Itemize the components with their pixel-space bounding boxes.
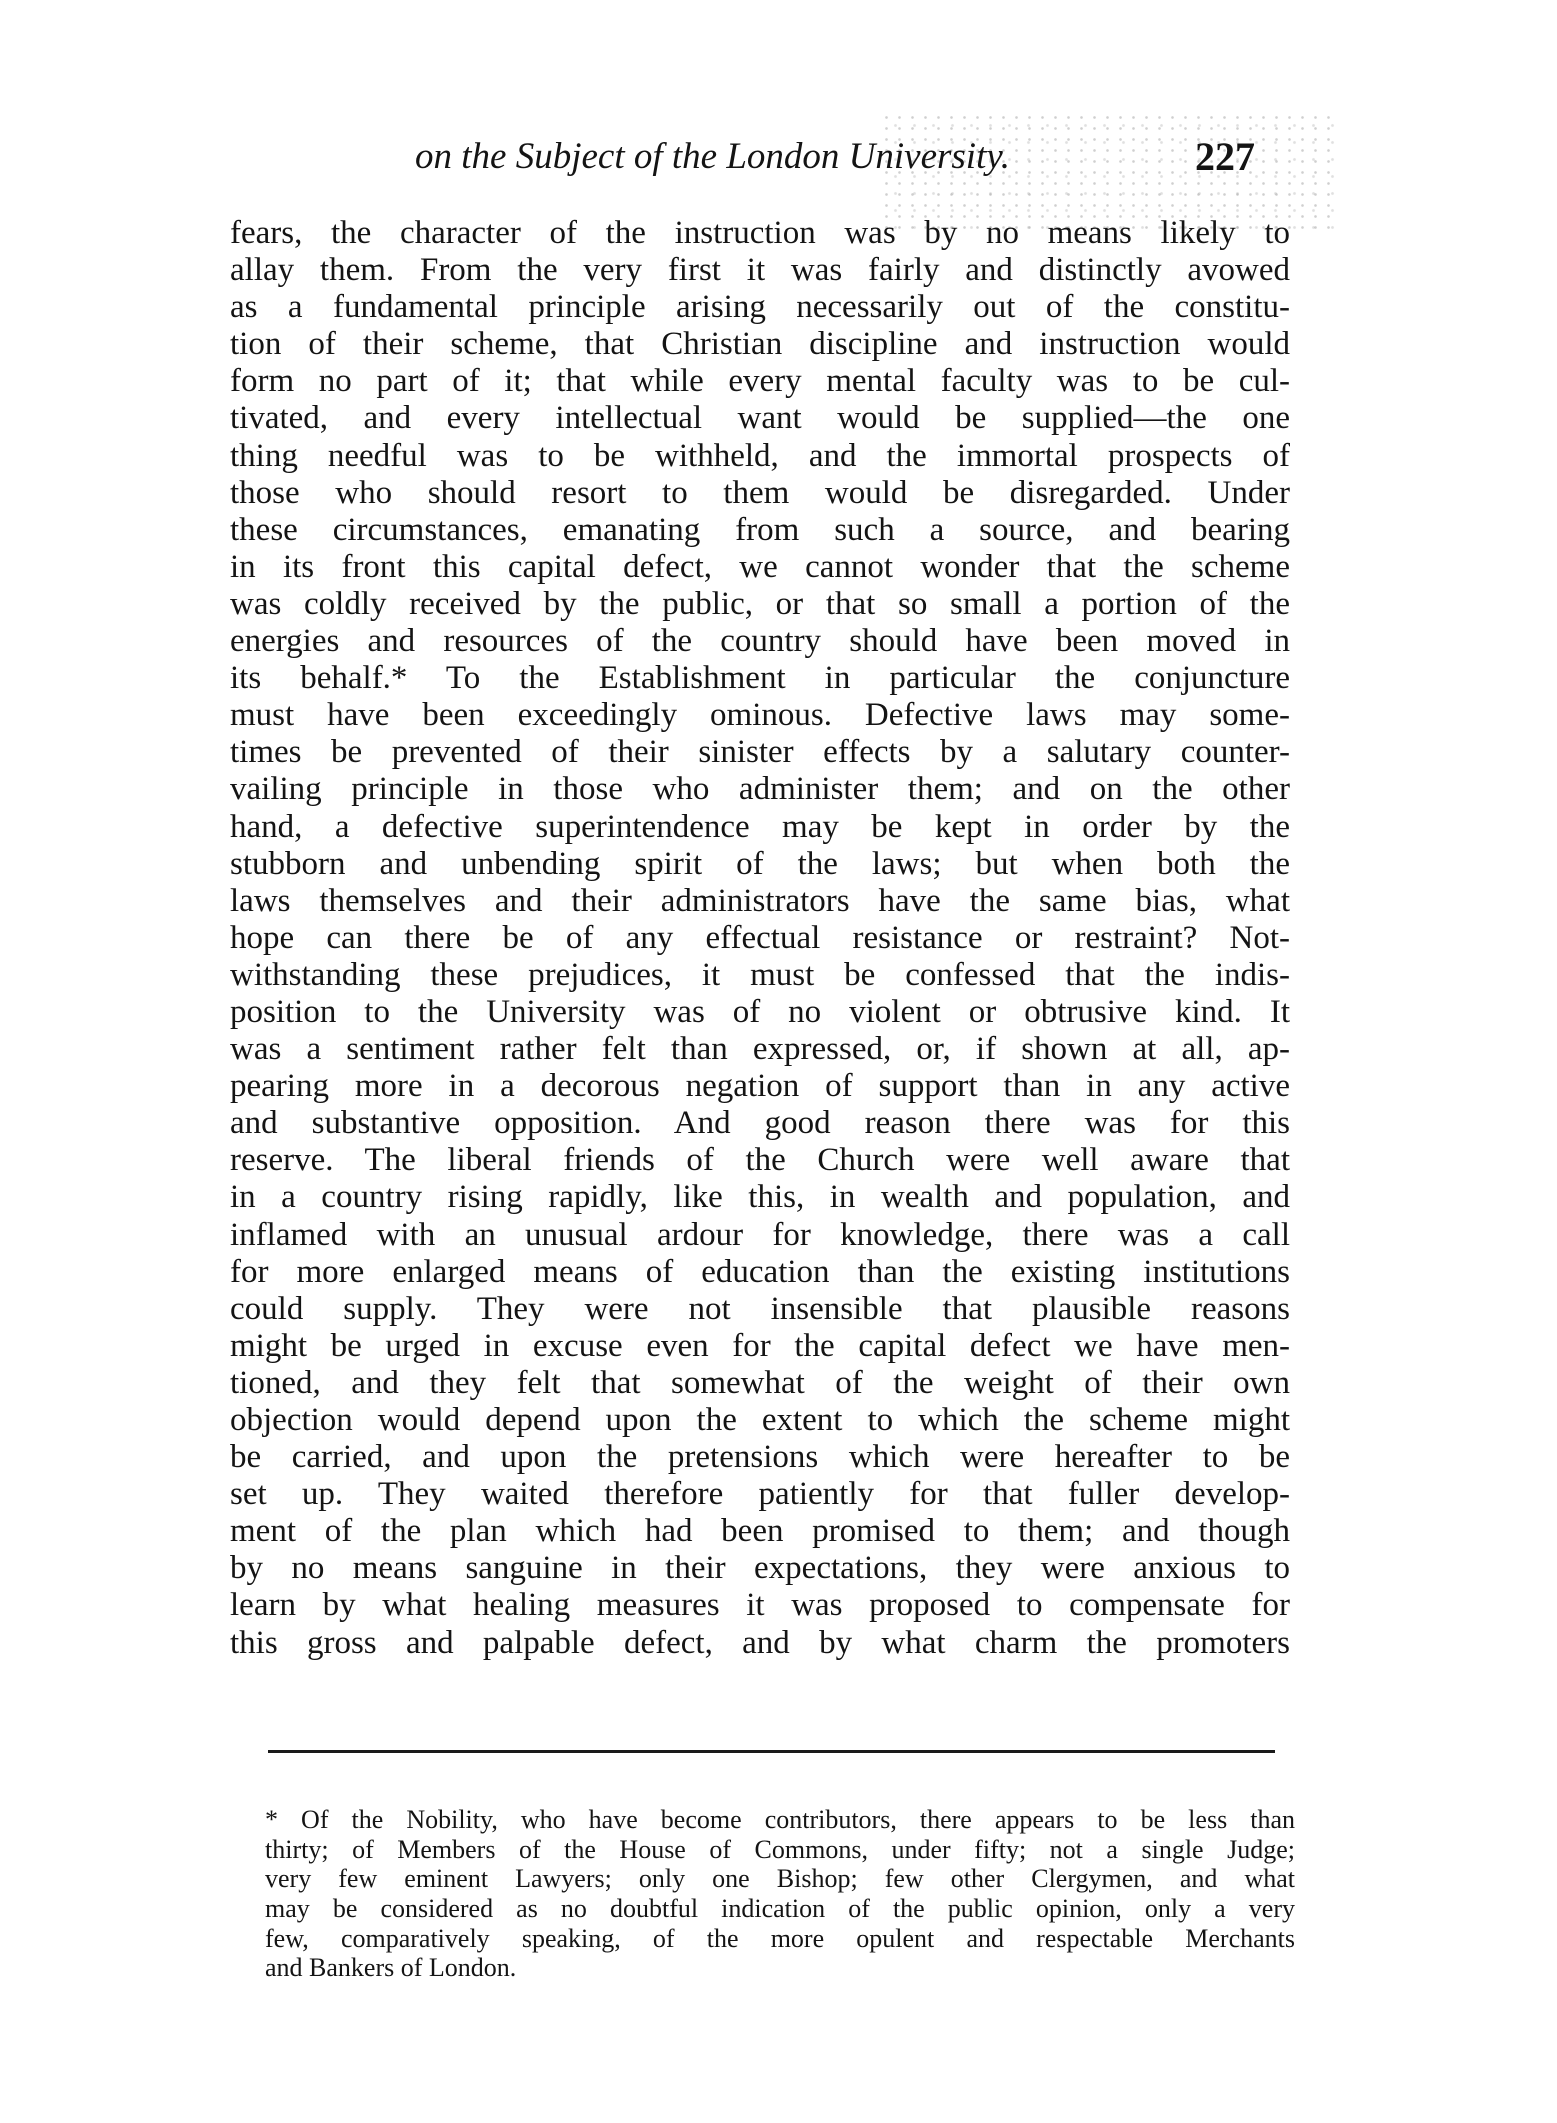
text-line: in a country rising rapidly, like this, in wealth and population, and [230,1179,1290,1216]
text-line: tion of their scheme, that Christian discipline and instruction would [230,326,1290,363]
text-line: allay them. From the very first it was fairly and distinctly avowed [230,252,1290,289]
text-line: by no means sanguine in their expectations, they were anxious to [230,1550,1290,1587]
body-text [230,215,1290,1662]
text-line: was a sentiment rather felt than expressed, or, if shown at all, ap- [230,1031,1290,1068]
page-number: 227 [1195,134,1255,179]
text-line: set up. They waited therefore patiently for that fuller develop- [230,1476,1290,1513]
text-line: position to the University was of no violent or obtrusive kind. It [230,993,1290,1030]
text-line: could supply. They were not insensible that plausible reasons [230,1290,1290,1327]
text-line: its behalf.* To the Establishment in particular the conjuncture [230,660,1290,697]
footnote-divider [268,1750,1275,1753]
text-line: hand, a defective superintendence may be kept in order by the [230,808,1290,845]
text-line: reserve. The liberal friends of the Church were well aware that [230,1142,1290,1179]
running-head-title: on the Subject of the London University. [415,136,1010,177]
text-line: energies and resources of the country should have been moved in [230,623,1290,660]
text-line: those who should resort to them would be disregarded. Under [230,474,1290,511]
text-line: and substantive opposition. And good reason there was for this [230,1105,1290,1142]
text-line: stubborn and unbending spirit of the laws; but when both the [230,845,1290,882]
text-line: tioned, and they felt that somewhat of the weight of their own [230,1364,1290,1401]
text-line: learn by what healing measures it was proposed to compensate for [230,1587,1290,1624]
text-line: thing needful was to be withheld, and the immortal prospects of [230,437,1290,474]
running-head [415,132,1255,182]
text-line: hope can there be of any effectual resistance or restraint? Not- [230,919,1290,956]
footnote-line: * Of the Nobility, who have become contributors, there appears to be less than [265,1805,1295,1834]
footnote-line: very few eminent Lawyers; only one Bishop; few other Clergymen, and what [265,1864,1295,1894]
text-line: might be urged in excuse even for the capital defect we have men- [230,1327,1290,1364]
text-line: pearing more in a decorous negation of support than in any active [230,1068,1290,1105]
text-line: ment of the plan which had been promised to them; and though [230,1513,1290,1550]
footnote [265,1805,1295,1983]
text-line: was coldly received by the public, or that so small a portion of the [230,585,1290,622]
footnote-line: few, comparatively speaking, of the more opulent and respectable Merchants [265,1923,1295,1953]
text-line: fears, the character of the instruction was by no means likely to [230,215,1290,251]
text-line: objection would depend upon the extent to which the scheme might [230,1402,1290,1438]
text-line: these circumstances, emanating from such a source, and bearing [230,511,1290,548]
footnote-line: and Bankers of London. [265,1953,517,1983]
footnote-line: may be considered as no doubtful indication of the public opinion, only a very [265,1894,1295,1924]
footnote-line: thirty; of Members of the House of Commons, under fifty; not a single Judge; [265,1834,1295,1864]
text-line: this gross and palpable defect, and by what charm the promoters [230,1624,1290,1661]
text-line: times be prevented of their sinister effects by a salutary counter- [230,734,1290,771]
text-line: tivated, and every intellectual want would be supplied—the one [230,400,1290,437]
text-line: withstanding these prejudices, it must be confessed that the indis- [230,956,1290,993]
text-line: laws themselves and their administrators have the same bias, what [230,882,1290,919]
text-line: inflamed with an unusual ardour for knowledge, there was a call [230,1216,1290,1253]
text-line: must have been exceedingly ominous. Defective laws may some- [230,697,1290,734]
text-line: form no part of it; that while every mental faculty was to be cul- [230,363,1290,400]
text-line: be carried, and upon the pretensions which were hereafter to be [230,1439,1290,1476]
text-line: as a fundamental principle arising necessarily out of the constitu- [230,289,1290,326]
text-line: in its front this capital defect, we cannot wonder that the scheme [230,548,1290,585]
text-line: for more enlarged means of education than the existing institutions [230,1253,1290,1290]
text-line: vailing principle in those who administer them; and on the other [230,771,1290,808]
